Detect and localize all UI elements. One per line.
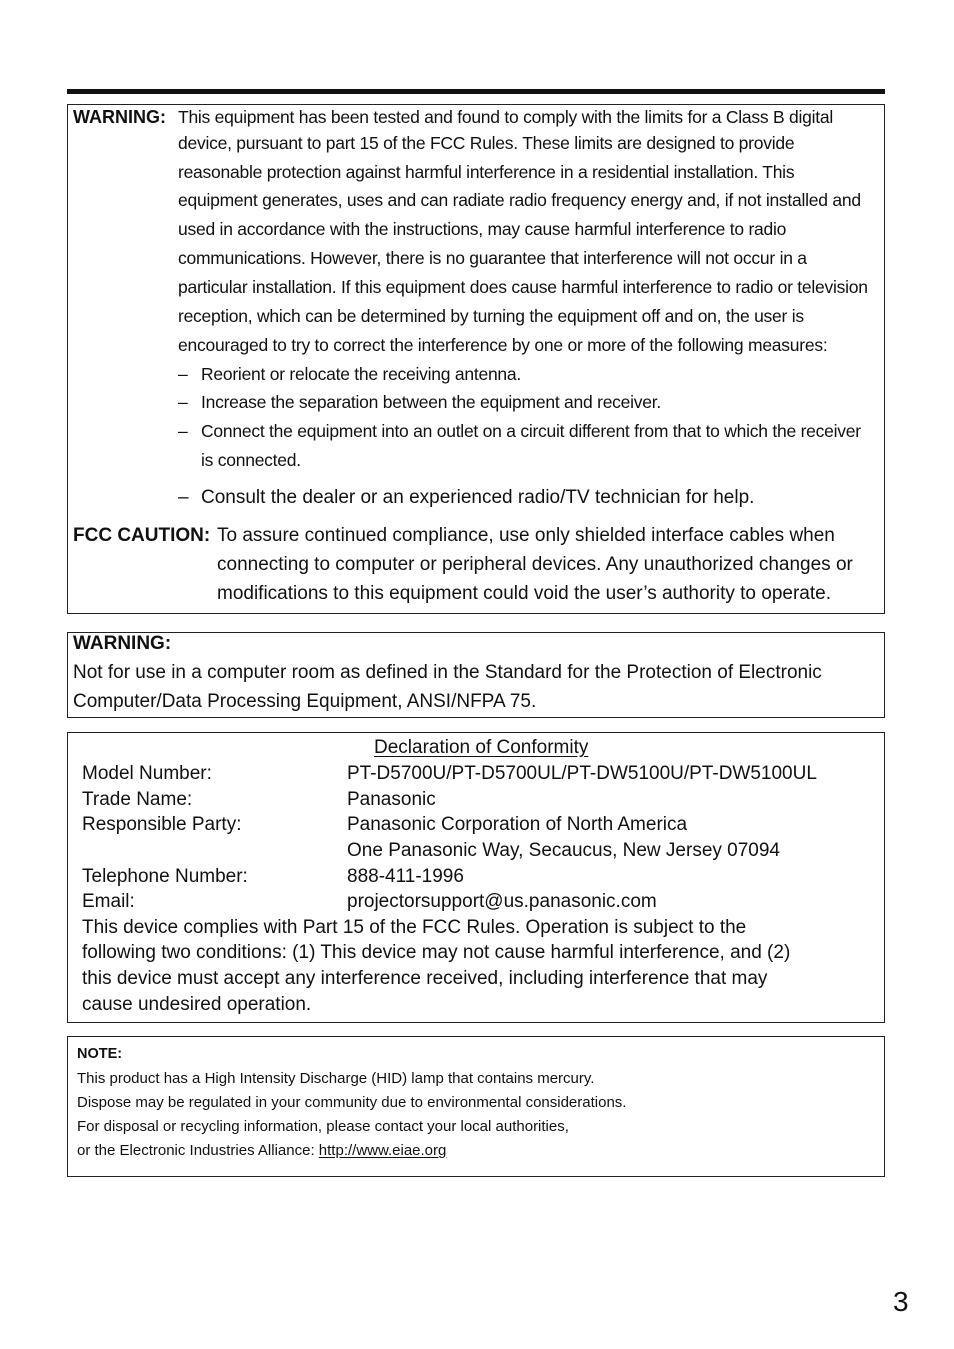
fcc-warning-box <box>67 104 885 614</box>
measure-item: Reorient or relocate the receiving antenna. <box>201 364 522 384</box>
field-label: Telephone Number: <box>82 866 248 887</box>
computer-room-warning-box <box>67 632 885 718</box>
field-label: Email: <box>82 891 135 912</box>
warning-line: communications. However, there is no guarantee that interference will not occur in a <box>178 248 807 268</box>
note-line: Dispose may be regulated in your community due to environmental considerations. <box>77 1094 627 1111</box>
measure-item: Increase the separation between the equipment and receiver. <box>201 392 662 412</box>
dash-bullet: – <box>178 392 188 412</box>
caution-line: connecting to computer or peripheral devices. Any unauthorized changes or <box>217 554 853 575</box>
field-value: Panasonic Corporation of North America <box>347 814 688 835</box>
field-value: 888-411-1996 <box>347 866 464 887</box>
warning-line: Not for use in a computer room as defined in the Standard for the Protection of Electronic <box>73 662 822 683</box>
field-label: Model Number: <box>82 763 212 784</box>
top-rule <box>67 89 885 94</box>
declaration-of-conformity-box <box>67 732 885 1023</box>
mercury-note-box <box>67 1036 885 1177</box>
compliance-line: following two conditions: (1) This device may not cause harmful interference, and (2) <box>82 942 791 963</box>
warning-line: reasonable protection against harmful interference in a residential installation. This <box>178 162 795 182</box>
compliance-line: This device complies with Part 15 of the FCC Rules. Operation is subject to the <box>82 917 747 938</box>
warning-line: encouraged to try to correct the interference by one or more of the following measures: <box>178 335 828 355</box>
warning-line: reception, which can be determined by turning the equipment off and on, the user is <box>178 306 804 326</box>
warning-label: WARNING: <box>73 107 166 127</box>
measure-item: Consult the dealer or an experienced radio/TV technician for help. <box>201 487 755 508</box>
compliance-line: this device must accept any interference received, including interference that may <box>82 968 768 989</box>
field-value: One Panasonic Way, Secaucus, New Jersey 07094 <box>347 840 781 861</box>
warning-label: WARNING: <box>73 633 172 654</box>
field-label: Trade Name: <box>82 789 193 810</box>
declaration-title: Declaration of Conformity <box>374 737 589 758</box>
field-label: Responsible Party: <box>82 814 242 835</box>
field-value: PT-D5700U/PT-D5700UL/PT-DW5100U/PT-DW5100UL <box>347 763 817 784</box>
caution-line: modifications to this equipment could void the user’s authority to operate. <box>217 583 831 604</box>
note-line: This product has a High Intensity Discharge (HID) lamp that contains mercury. <box>77 1070 595 1087</box>
warning-line: This equipment has been tested and found to comply with the limits for a Class B digital <box>178 107 834 127</box>
note-line: For disposal or recycling information, please contact your local authorities, <box>77 1118 569 1135</box>
page-number: 3 <box>893 1286 909 1317</box>
field-value: Panasonic <box>347 789 436 810</box>
eiae-link[interactable]: http://www.eiae.org <box>318 1142 447 1159</box>
fcc-caution-label: FCC CAUTION: <box>73 525 211 546</box>
note-line-prefix: or the Electronic Industries Alliance: <box>77 1142 319 1159</box>
dash-bullet: – <box>178 364 188 384</box>
warning-line: used in accordance with the instructions, may cause harmful interference to radio <box>178 219 787 239</box>
measure-item: Connect the equipment into an outlet on a circuit different from that to which the receiver <box>201 421 861 441</box>
measure-item-continued: is connected. <box>201 450 301 470</box>
warning-line: device, pursuant to part 15 of the FCC Rules. These limits are designed to provide <box>178 133 795 153</box>
dash-bullet: – <box>178 421 188 441</box>
warning-line: equipment generates, uses and can radiate radio frequency energy and, if not installed and <box>178 190 861 210</box>
warning-line: Computer/Data Processing Equipment, ANSI/NFPA 75. <box>73 691 537 712</box>
warning-line: particular installation. If this equipment does cause harmful interference to radio or television <box>178 277 868 297</box>
caution-line: To assure continued compliance, use only shielded interface cables when <box>217 525 835 546</box>
dash-bullet: – <box>178 487 189 508</box>
compliance-line: cause undesired operation. <box>82 994 312 1015</box>
note-label: NOTE: <box>77 1046 123 1062</box>
field-value: projectorsupport@us.panasonic.com <box>347 891 657 912</box>
note-last-line <box>77 1142 446 1159</box>
